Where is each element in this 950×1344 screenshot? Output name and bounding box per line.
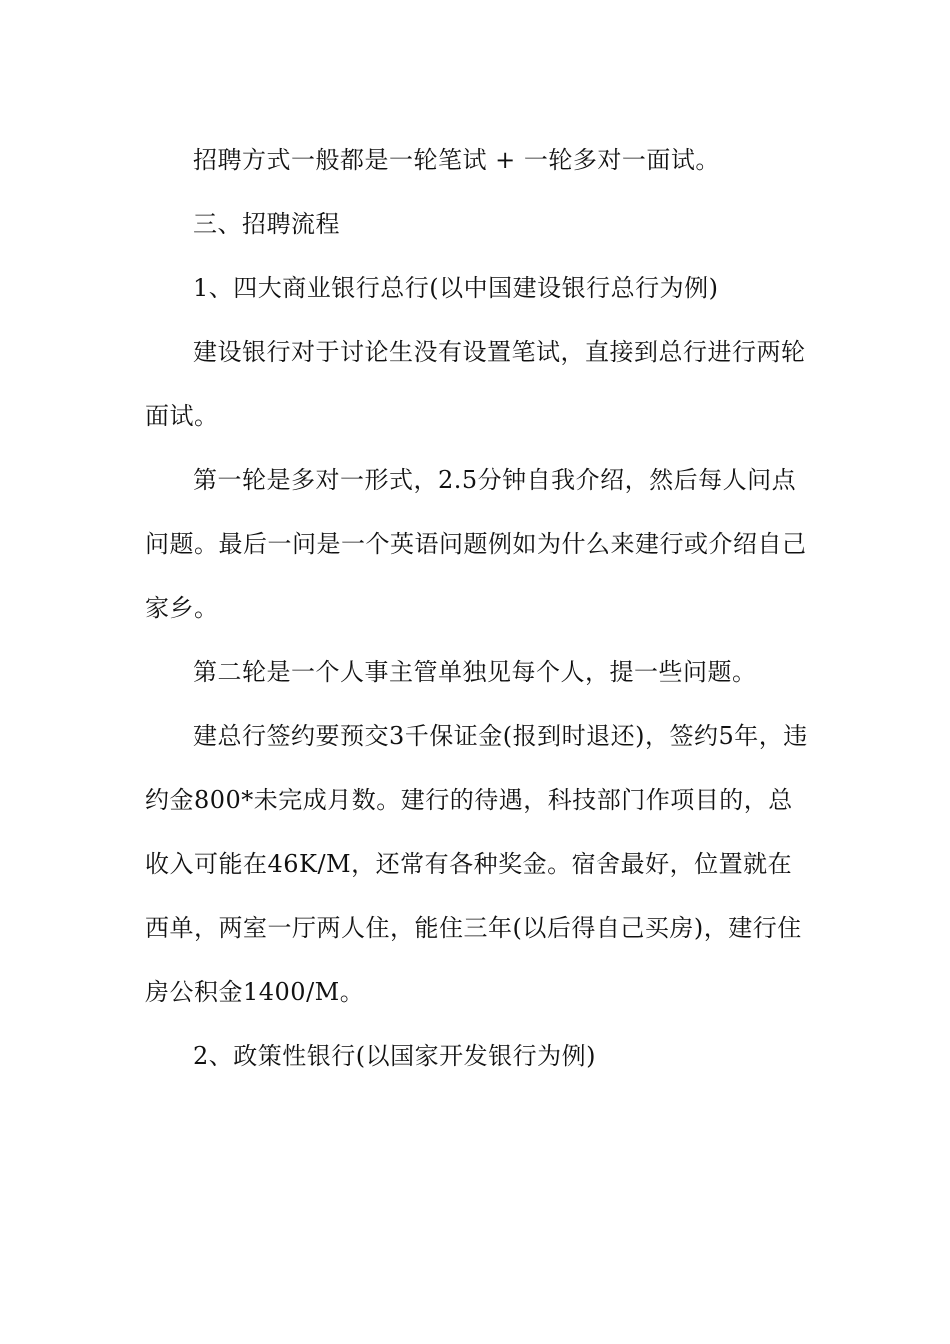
subheading-policy-banks: 2、政策性银行(以国家开发银行为例) (193, 1042, 596, 1070)
paragraph-first-round: 第一轮是多对一形式，2.5分钟自我介绍，然后每人问点问题。最后一问是一个英语问题例如为什么来建行或介绍自己家乡。 (145, 466, 807, 622)
paragraph-second-round: 第二轮是一个人事主管单独见每个人，提一些问题。 (193, 658, 757, 686)
document-body (145, 128, 810, 1088)
section-heading-recruitment-process: 三、招聘流程 (193, 210, 340, 238)
paragraph-recruitment-method: 招聘方式一般都是一轮笔试 + 一轮多对一面试。 (193, 146, 720, 174)
paragraph-ccb-no-written-test: 建设银行对于讨论生没有设置笔试，直接到总行进行两轮面试。 (145, 338, 806, 430)
subheading-big-four-banks: 1、四大商业银行总行(以中国建设银行总行为例) (193, 274, 719, 302)
paragraph-contract-and-benefits: 建总行签约要预交3千保证金(报到时退还)，签约5年，违约金800*未完成月数。建行的待遇，科技部门作项目的，总收入可能在46K/M，还常有各种奖金。宿舍最好，位置就在西单，两室一厅两人住，能住三年(以后得自己买房)，建行住房公积金1400/M。 (145, 722, 808, 1006)
